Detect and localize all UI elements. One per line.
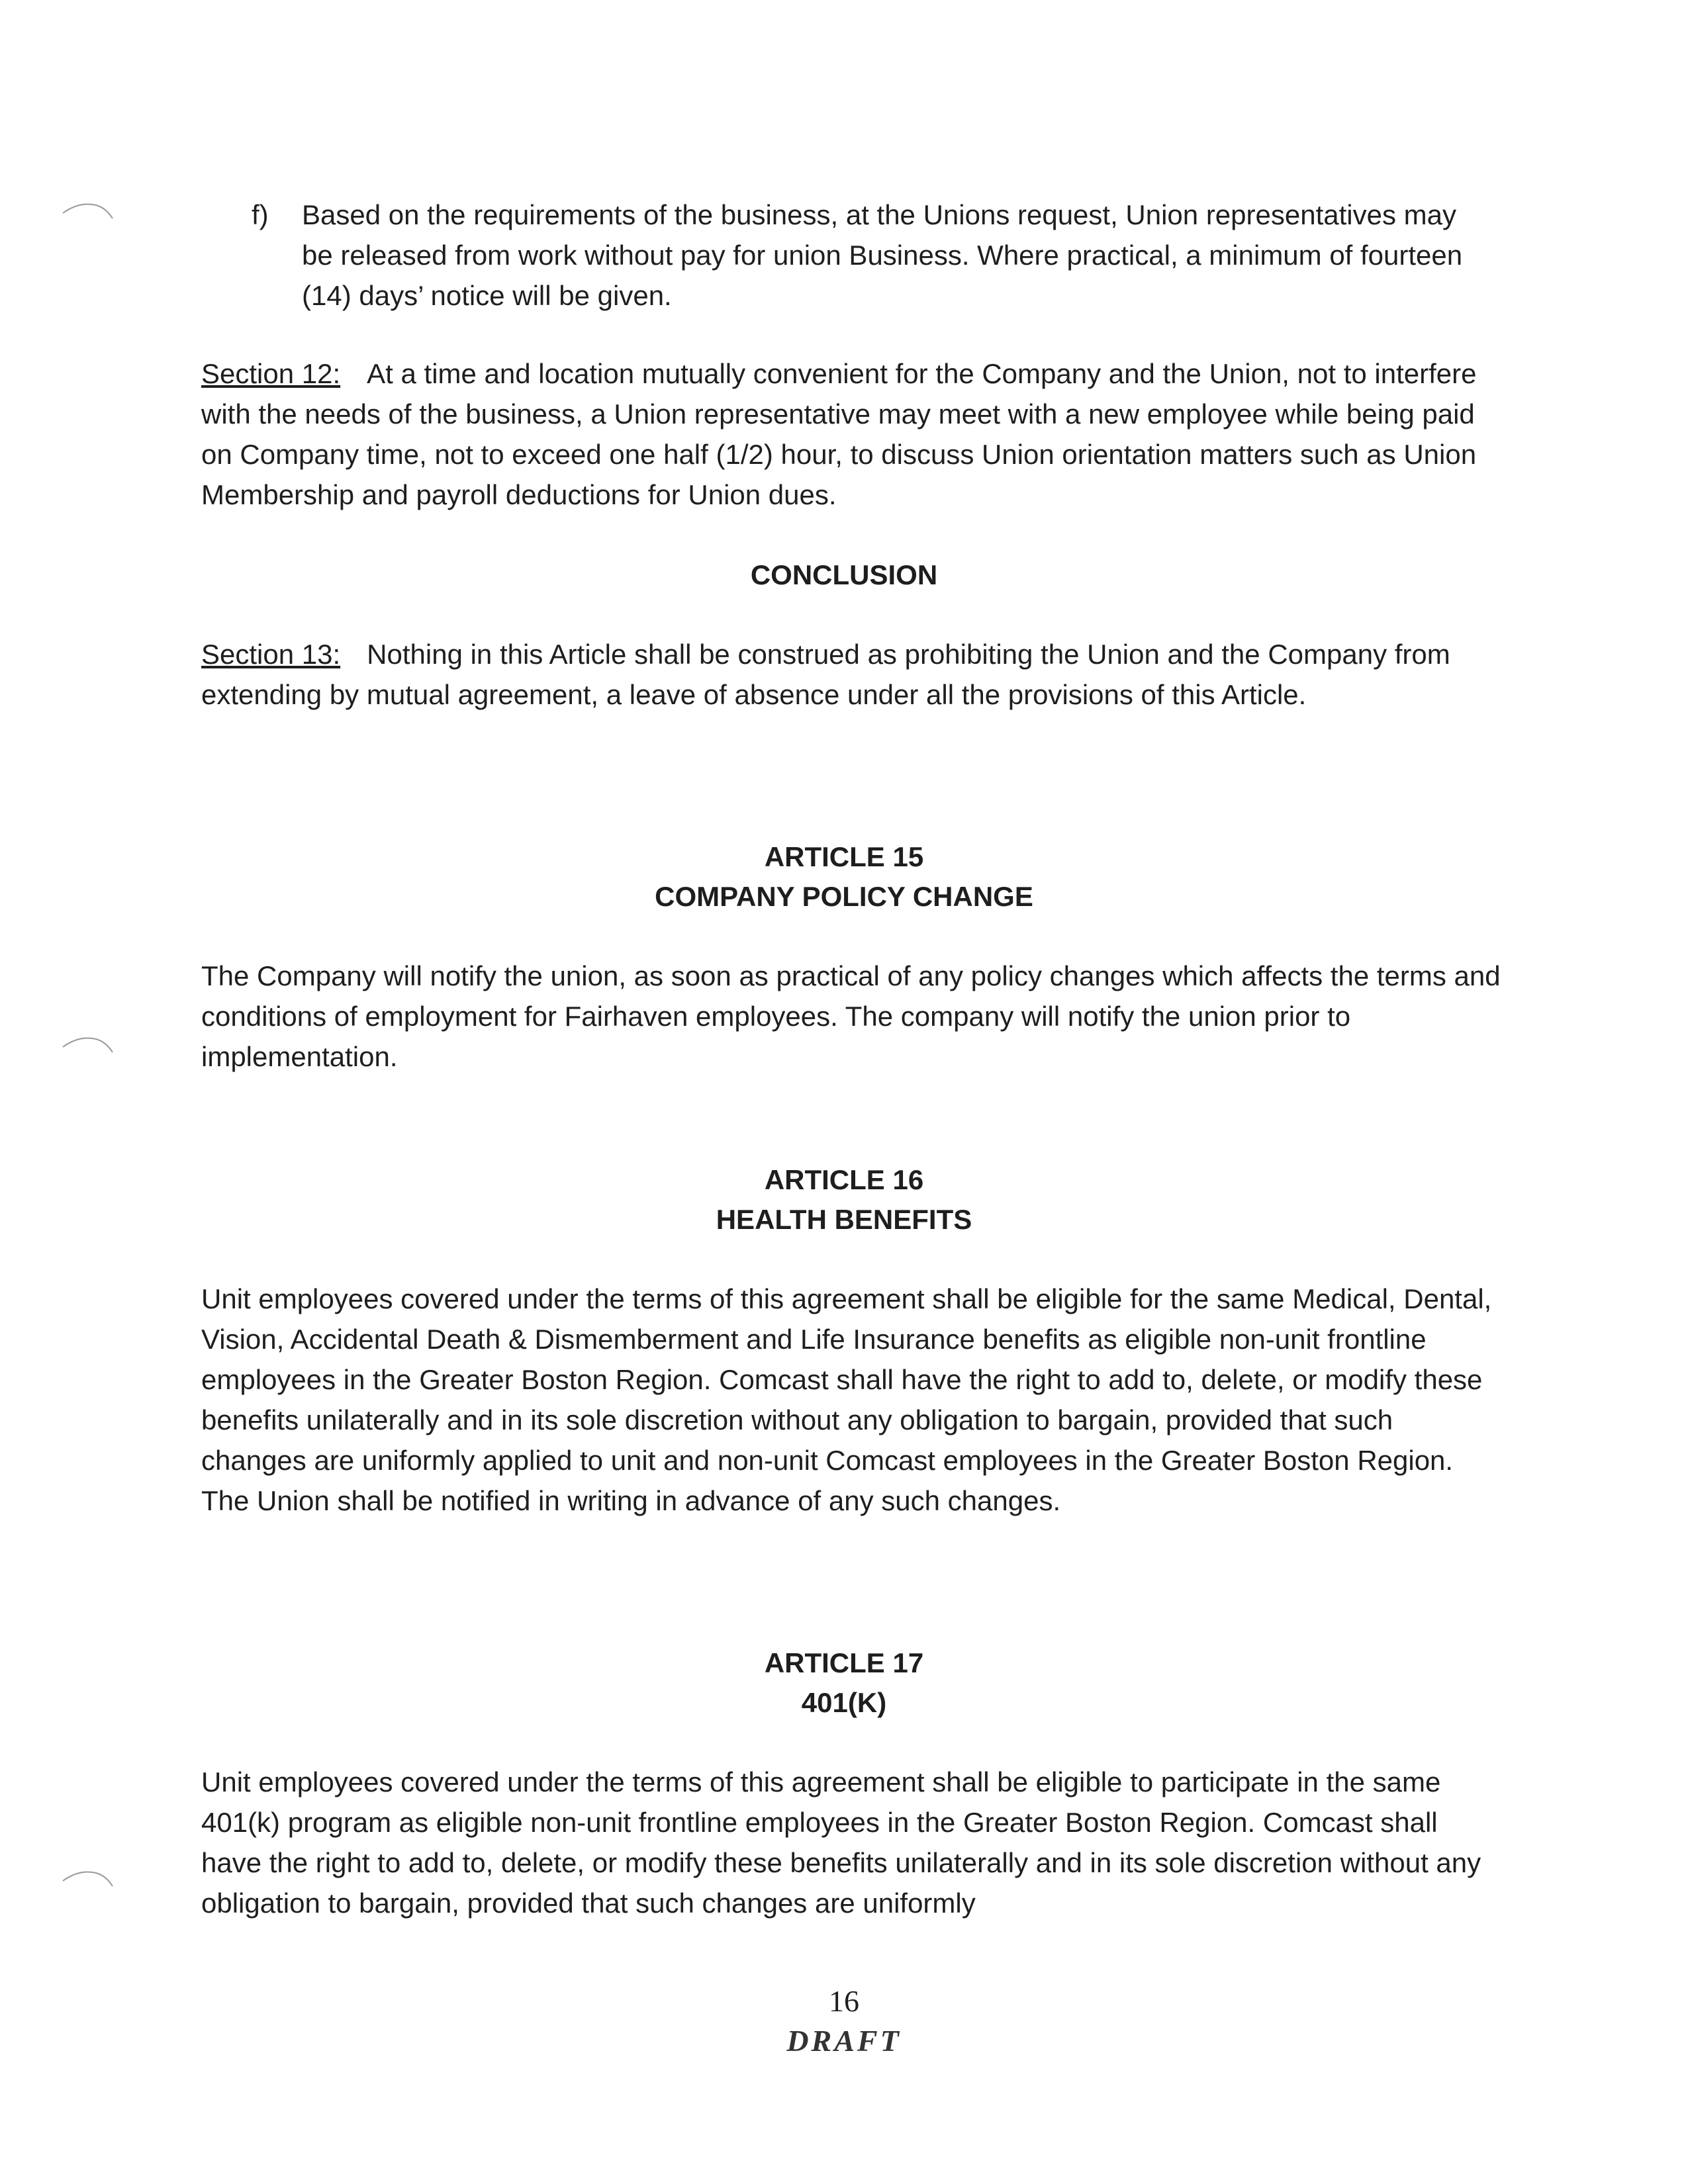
- section-label: Section 12:: [201, 358, 341, 389]
- list-item-f: [252, 195, 1476, 316]
- binder-hole-mark: [60, 1866, 119, 1893]
- conclusion-heading: CONCLUSION: [750, 559, 938, 590]
- article-15-text: The Company will notify the union, as soon as practical of any policy changes which affects the terms and conditions of employment for Fairhaven employees. The company will notify the union prior to implementation.: [201, 960, 1501, 1072]
- list-marker: f): [252, 199, 269, 230]
- article-17-title: 401(K): [801, 1687, 887, 1718]
- article-16-text: Unit employees covered under the terms of this agreement shall be eligible for the same Medical, Dental, Vision, Accidental Death & Dismemberment and Life Insurance benefits as eligible non-unit frontline employees in the Greater Boston Region. Comcast shall have the right to add to, delete, or modify these benefits unilaterally and in its sole discretion without any obligation to bargain, provided that such changes are uniformly applied to unit and non-unit Comcast employees in the Greater Boston Region. The Union shall be notified in writing in advance of any such changes.: [201, 1283, 1492, 1516]
- section-label: Section 13:: [201, 639, 341, 670]
- section-text: At a time and location mutually convenient for the Company and the Union, not to interfere with the needs of the business, a Union representative may meet with a new employee while being paid on Company time, not to exceed one half (1/2) hour, to discuss Union orientation matters such as Union Membership and payroll deductions for Union dues.: [201, 358, 1477, 510]
- article-15-number: ARTICLE 15: [764, 841, 924, 872]
- section-13: [201, 634, 1503, 715]
- binder-hole-mark: [60, 199, 119, 225]
- binder-hole-mark: [60, 1032, 119, 1059]
- article-16-number: ARTICLE 16: [764, 1164, 924, 1195]
- article-17-number: ARTICLE 17: [764, 1647, 924, 1678]
- page-number: 16: [829, 1984, 859, 2018]
- list-item-text: Based on the requirements of the business, at the Unions request, Union representatives may be released from work without pay for union Business. Where practical, a minimum of fourteen (14) days’ notice will be given.: [302, 199, 1463, 311]
- article-15-title: COMPANY POLICY CHANGE: [655, 881, 1033, 912]
- article-17-text: Unit employees covered under the terms of this agreement shall be eligible to participate in the same 401(k) program as eligible non-unit frontline employees in the Greater Boston Region. Comcast shall have the right to add to, delete, or modify these benefits unilaterally and in its sole discretion without any obligation to bargain, provided that such changes are uniformly: [201, 1766, 1481, 1919]
- section-text: Nothing in this Article shall be construed as prohibiting the Union and the Company from extending by mutual agreement, a leave of absence under all the provisions of this Article.: [201, 639, 1450, 710]
- draft-label: DRAFT: [786, 2024, 902, 2058]
- section-12: [201, 353, 1503, 515]
- article-16-title: HEALTH BENEFITS: [716, 1204, 972, 1235]
